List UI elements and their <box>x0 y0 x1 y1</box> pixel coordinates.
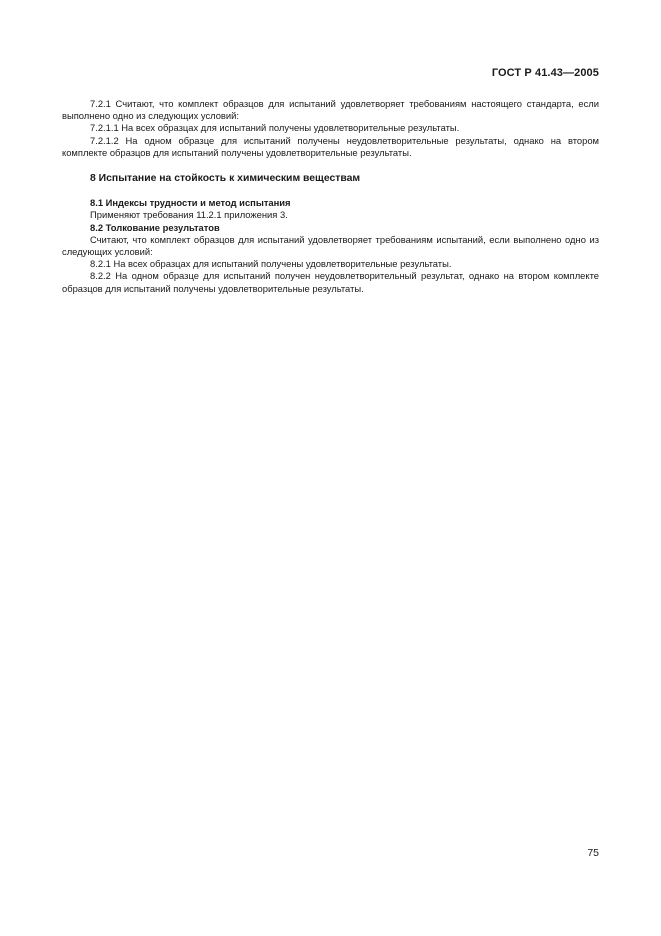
clause-8-1-text: Применяют требования 11.2.1 приложения 3. <box>90 209 288 221</box>
page-number: 75 <box>587 847 599 859</box>
clause-8-2-2: 8.2.2 На одном образце для испытаний получен неудовлетворительный результат, однако на втором комплекте образцов для испытаний получены удовлетворительные результаты. <box>62 270 599 294</box>
clause-7-2-1-2: 7.2.1.2 На одном образце для испытаний получены неудовлетворительные результаты, однако на втором комплекте образцов для испытаний получены удовлетворительные результаты. <box>62 134 599 158</box>
clause-7-2-1-1: 7.2.1.1 На всех образцах для испытаний получены удовлетворительные результаты. <box>90 122 460 134</box>
document-code: ГОСТ Р 41.43—2005 <box>491 67 599 79</box>
clause-8-2-1: 8.2.1 На всех образцах для испытаний получены удовлетворительные результаты. <box>90 258 452 270</box>
clause-7-2-1: 7.2.1 Считают, что комплект образцов для испытаний удовлетворяет требованиям настоящего стандарта, если выполнено одно из следующих условий: <box>62 98 599 122</box>
document-body <box>62 98 599 295</box>
clause-8-1-title: 8.1 Индексы трудности и метод испытания <box>90 197 291 209</box>
clause-8-2-text: Считают, что комплект образцов для испытаний удовлетворяет требованиям испытаний, если выполнено одно из следующих условий: <box>62 233 599 258</box>
section-8-title: 8 Испытание на стойкость к химическим веществам <box>90 173 361 185</box>
clause-8-2-title: 8.2 Толкование результатов <box>90 221 220 233</box>
